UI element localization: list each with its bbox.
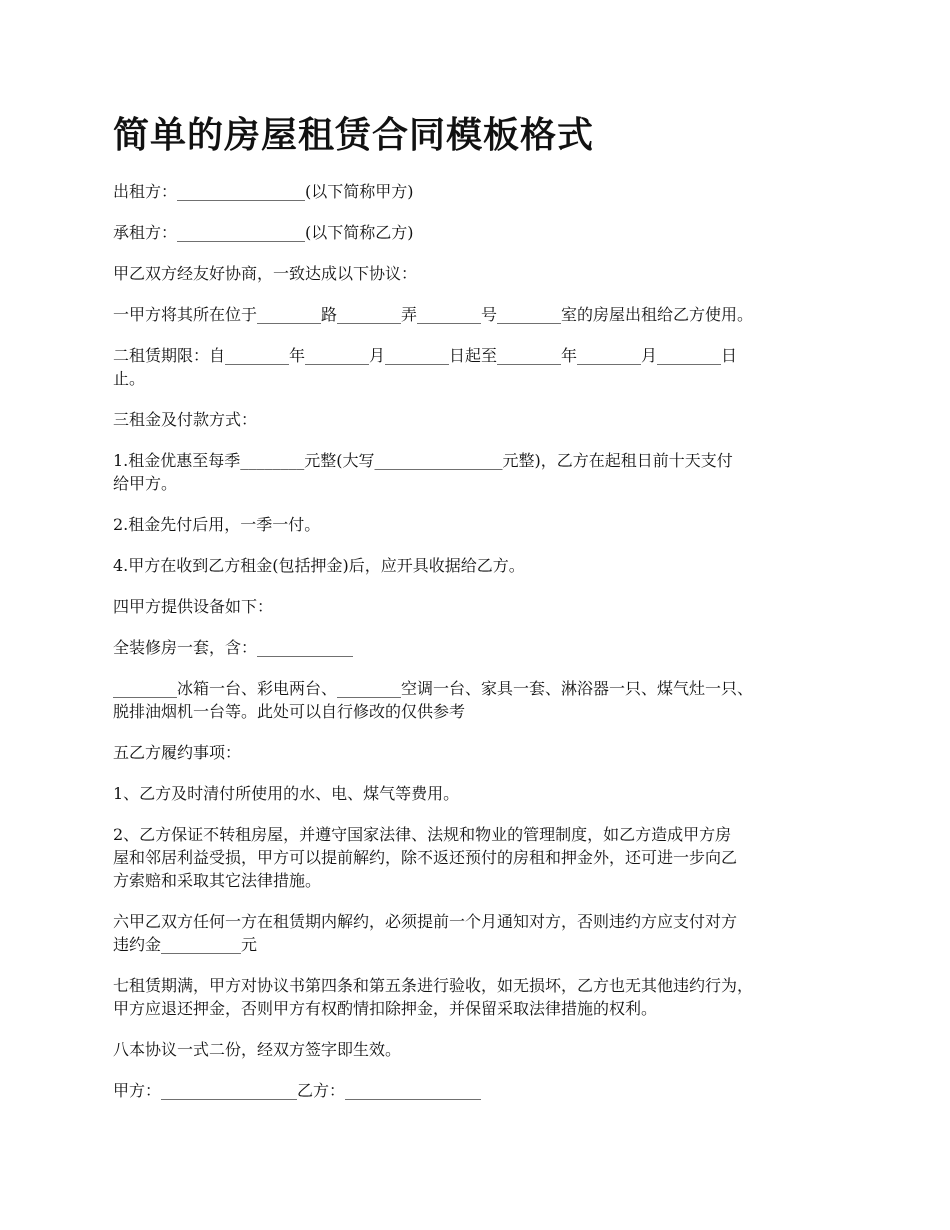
agreement-intro: 甲乙双方经友好协商，一致达成以下协议： xyxy=(113,264,418,283)
clause-1-property: 一甲方将其所在位于________路________弄________号________室的房屋出租给乙方使用。 xyxy=(113,305,754,324)
clause-5-item-2: 2、乙方保证不转租房屋，并遵守国家法律、法规和物业的管理制度，如乙方造成甲方房 屋和邻居利益受损，甲方可以提前解约，除不返还预付的房租和押金外，还可进一步向乙 方索赔和采取其它法律措施。 xyxy=(113,825,738,890)
clause-5-heading: 五乙方履约事项： xyxy=(113,743,242,762)
clause-4-heading: 四甲方提供设备如下： xyxy=(113,597,274,616)
lessee-line: 承租方：________________(以下简称乙方) xyxy=(113,223,414,242)
clause-8-effect: 八本协议一式二份，经双方签字即生效。 xyxy=(113,1040,402,1059)
clause-6-termination: 六甲乙双方任何一方在租赁期内解约，必须提前一个月通知对方，否则违约方应支付对方 违约金__________元 xyxy=(113,912,738,954)
lessor-line: 出租方：________________(以下简称甲方) xyxy=(113,182,414,201)
clause-4-decoration: 全装修房一套，含：____________ xyxy=(113,638,354,657)
clause-4-appliances: ________冰箱一台、彩电两台、________空调一台、家具一套、淋浴器一只、煤气灶一只、 脱排油烟机一台等。此处可以自行修改的仅供参考 xyxy=(113,679,754,721)
document-title: 简单的房屋租赁合同模板格式 xyxy=(113,115,595,156)
document-page xyxy=(113,112,858,1120)
clause-5-item-1: 1、乙方及时清付所使用的水、电、煤气等费用。 xyxy=(113,784,460,803)
clause-3-item-2: 2.租金先付后用，一季一付。 xyxy=(113,515,321,534)
clause-3-item-1: 1.租金优惠至每季________元整(大写________________元整)，乙方在起租日前十天支付 给甲方。 xyxy=(113,451,733,493)
clause-3-item-4: 4.甲方在收到乙方租金(包括押金)后，应开具收据给乙方。 xyxy=(113,556,525,575)
signature-line: 甲方：_________________乙方：_________________ xyxy=(113,1081,482,1100)
clause-2-term: 二租赁期限：自________年________月________日起至________年________月________日 止。 xyxy=(113,346,738,388)
clause-3-heading: 三租金及付款方式： xyxy=(113,410,258,429)
clause-7-expiry: 七租赁期满，甲方对协议书第四条和第五条进行验收，如无损坏，乙方也无其他违约行为， 甲方应退还押金，否则甲方有权酌情扣除押金，并保留采取法律措施的权利。 xyxy=(113,976,754,1018)
